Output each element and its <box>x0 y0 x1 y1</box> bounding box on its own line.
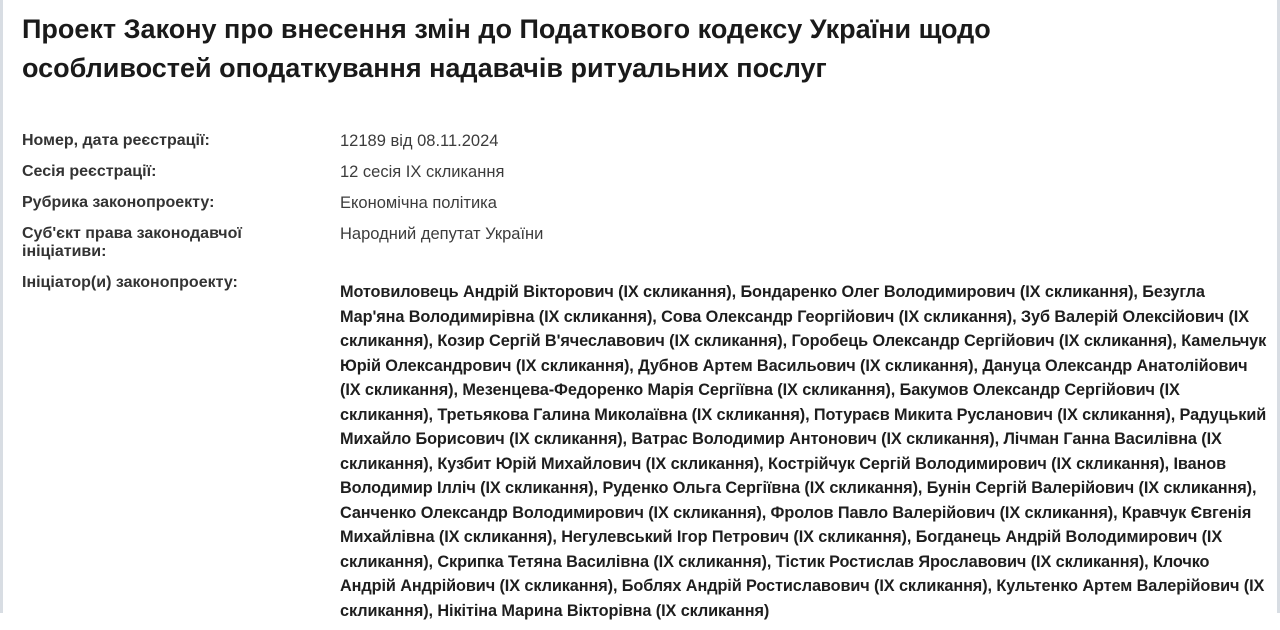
subject-label: Суб'єкт права законодавчої ініціативи: <box>22 225 242 260</box>
initiators-value: Мотовиловець Андрій Вікторович (IX скликання), Бондаренко Олег Володимирович (IX скликання), Безугла Мар'яна Володимирівна (IX скликання), Сова Олександр Георгійович (IX скликання), Зуб Валерій Олексійович (IX скликання), Козир Сергій В'ячеславович (IX скликання), Горобець Олександр Сергійович (IX скликання), Камельчук Юрій Олександрович (IX скликання), Дубнов Артем Васильович (IX скликання), Дануца Олександр Анатолійович (IX скликання), Мезенцева-Федоренко Марія Сергіївна (IX скликання), Бакумов Олександр Сергійович (IX скликання), Третьякова Галина Миколаївна (IX скликання), Потураєв Микита Русланович (IX скликання), Радуцький Михайло Борисович (IX скликання), Ватрас Володимир Антонович (IX скликання), Лічман Ганна Василівна (IX скликання), Кузбит Юрій Михайлович (IX скликання), Кострійчук Сергій Володимирович (IX скликання), Іванов Володимир Ілліч (IX скликання), Руденко Ольга Сергіївна (IX скликання), Бунін Сергій Валерійович (IX скликання), Санченко Олександр Володимирович (IX скликання), Фролов Павло Валерійович (IX скликання), Кравчук Євгенія Михайлівна (IX скликання), Негулевський Ігор Петрович (IX скликання), Богданець Андрій Володимирович (IX скликання), Скрипка Тетяна Василівна (IX скликання), Тістик Ростислав Ярославович (IX скликання), Клочко Андрій Андрійович (IX скликання), Боблях Андрій Ростиславович (IX скликання), Культенко Артем Валерійович (IX скликання), Нікітіна Марина Вікторівна (IX скликання) <box>340 283 1267 620</box>
bill-info-table <box>22 128 1267 630</box>
session-value: 12 сесія IX скликання <box>340 163 505 181</box>
initiators-label: Ініціатор(и) законопроекту: <box>22 274 238 291</box>
subject-value: Народний депутат України <box>340 225 544 243</box>
rubric-value: Економічна політика <box>340 194 497 212</box>
session-label: Сесія реєстрації: <box>22 163 157 180</box>
registration-label: Номер, дата реєстрації: <box>22 132 210 149</box>
rubric-label: Рубрика законопроекту: <box>22 194 215 211</box>
registration-value: 12189 від 08.11.2024 <box>340 132 499 150</box>
bill-title: Проект Закону про внесення змін до Податкового кодексу України щодо особливостей оподаткування надавачів ритуальних послуг <box>22 14 991 83</box>
